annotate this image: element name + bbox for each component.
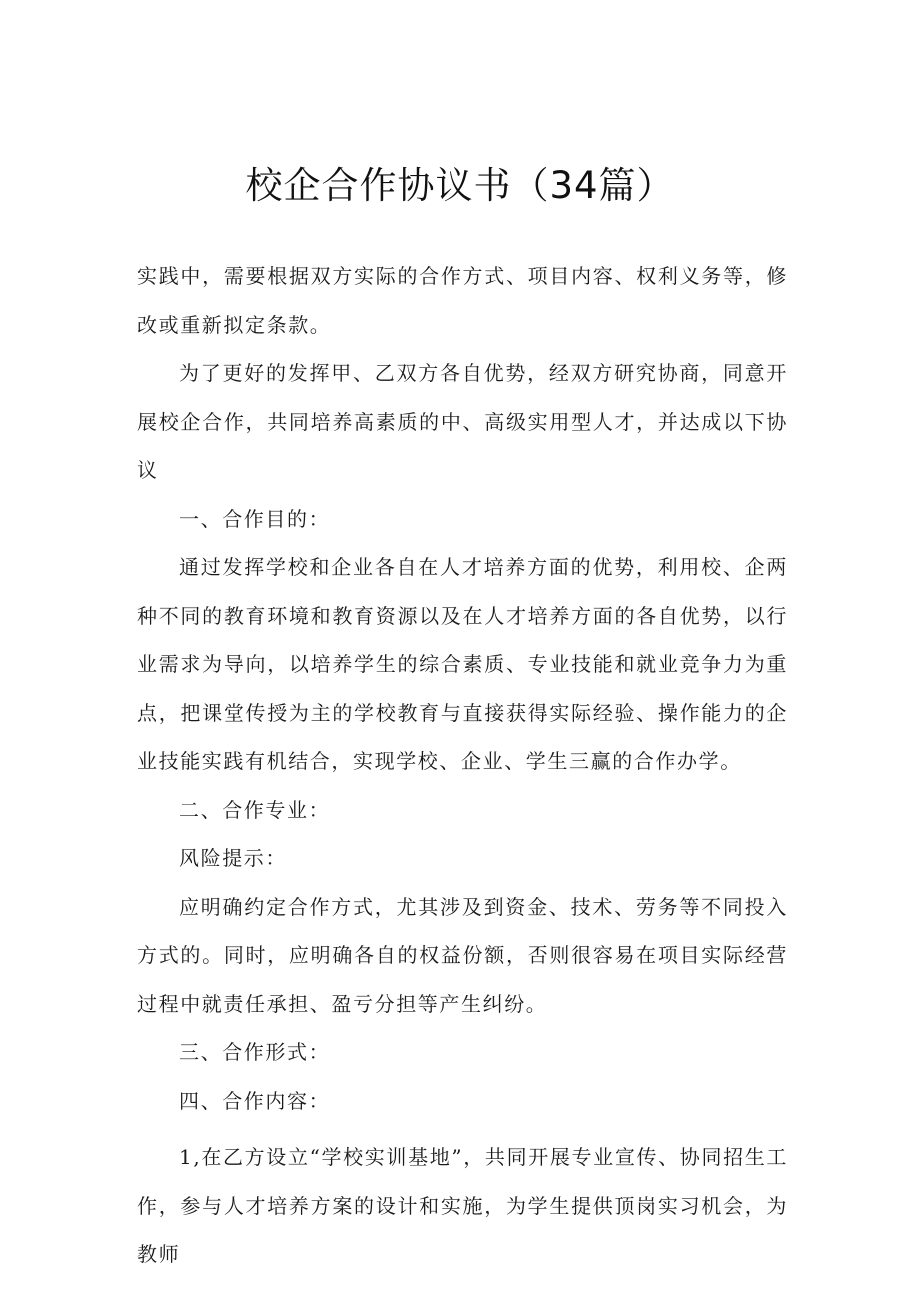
paragraph-risk: 应明确约定合作方式，尤其涉及到资金、技术、劳务等不同投入方式的。同时，应明确各自的权益份额，否则很容易在项目实际经营过程中就责任承担、盈亏分担等产生纠纷。 <box>137 894 788 1016</box>
document-body <box>137 252 788 1279</box>
heading-risk-note: 风险提示： <box>179 846 287 870</box>
paragraph-purpose: 通过发挥学校和企业各自在人才培养方面的优势，利用校、企两种不同的教育环境和教育资源以及在人才培养方面的各自优势，以行业需求为导向，以培养学生的综合素质、专业技能和就业竞争力为重点，把课堂传授为主的学校教育与直接获得实际经验、操作能力的企业技能实践有机结合，实现学校、企业、学生三赢的合作办学。 <box>137 555 788 773</box>
heading-purpose: 一、合作目的： <box>179 506 331 531</box>
paragraph-content-1: 1,在乙方设立“学校实训基地”，共同开展专业宣传、协同招生工作，参与人才培养方案的设计和实施，为学生提供顶岗实习机会，为教师 <box>137 1145 788 1266</box>
heading-content: 四、合作内容： <box>179 1088 331 1113</box>
paragraph-note: 实践中，需要根据双方实际的合作方式、项目内容、权利义务等，修改或重新拟定条款。 <box>137 264 788 337</box>
paragraph-intro: 为了更好的发挥甲、乙双方各自优势，经双方研究协商，同意开展校企合作，共同培养高素质的中、高级实用型人才，并达成以下协议 <box>137 361 788 482</box>
heading-major: 二、合作专业： <box>179 797 331 822</box>
document-title: 校企合作协议书（34篇） <box>245 164 675 207</box>
heading-form: 三、合作形式： <box>179 1040 331 1064</box>
